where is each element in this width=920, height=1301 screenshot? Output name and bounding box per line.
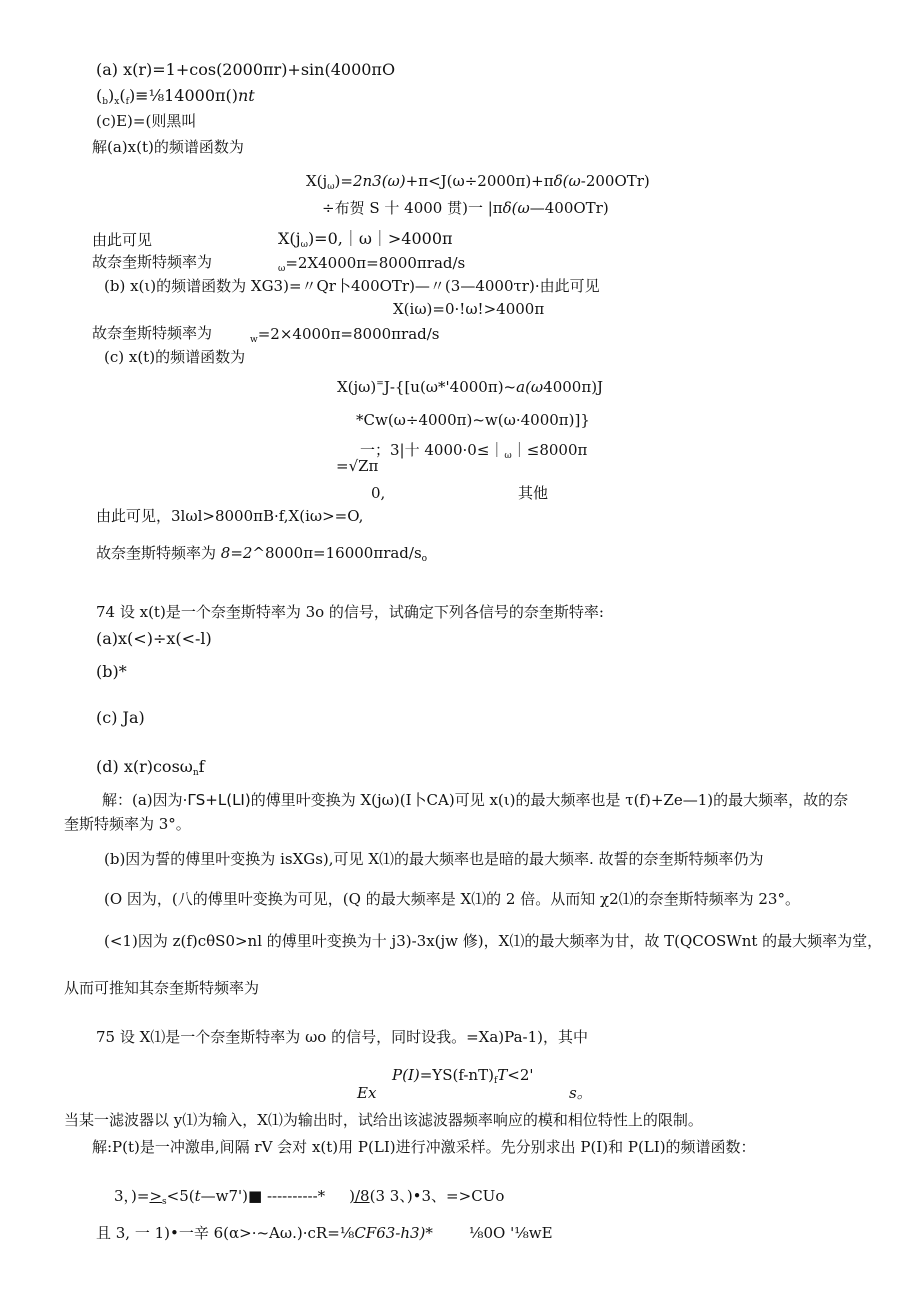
sola1-post: 的傅里叶变换为 X(jω)(I卜CA)可见 x(ι)的最大频率也是 τ(f)+Ze—1)的最大频率，故的奈 xyxy=(250,791,849,809)
c-equation-3 xyxy=(360,441,588,461)
b-f: f xyxy=(125,97,129,107)
q74-solution-b: (b)因为誓的傅里叶变换为 isXGs),可见 X⑴的最大频率也是暗的最大频率. 故誓的奈奎斯特频率仍为 xyxy=(104,850,764,868)
nyq1-sub: ω xyxy=(278,264,286,274)
eq2-pre: ÷布贺 S 十 4000 贯)一 |π xyxy=(322,199,503,217)
nyq3-pre: 故奈奎斯特频率为 xyxy=(96,544,221,562)
eq1-rest: +π<J(ω÷2000π)+π xyxy=(405,172,554,190)
q74-item-c: (c) Ja) xyxy=(96,708,145,727)
f1-mid: <5( xyxy=(166,1187,195,1205)
q74-item-a: (a)x(<)÷x(<-l) xyxy=(96,629,212,648)
problem-a-line: (a) x(r)=1+cos(2000πr)+sin(4000πO xyxy=(96,60,396,79)
q75eq-sub: f xyxy=(493,1076,498,1086)
nyquist-label-1: 故奈奎斯特频率为 xyxy=(92,253,213,271)
c-equation-other: 其他 xyxy=(518,484,549,502)
nyq3-val: 8000π=16000πrad/s xyxy=(265,544,422,562)
b-paren: ( xyxy=(96,86,103,105)
solution-intro: 解(a)x(t)的频谱函数为 xyxy=(92,138,244,156)
seen-label-3: 由此可见，3lωl>8000πB·f,X(iω>=O, xyxy=(96,507,364,525)
eq2-end: —400OTr) xyxy=(529,199,609,217)
seen1-post: )=0,｜ω｜>4000π xyxy=(307,229,453,248)
eq1-end: -200OTr) xyxy=(580,172,650,190)
f1-tail: (3 3、)•3、=>CUo xyxy=(369,1187,505,1205)
nyq2-val: =2×4000π=8000πrad/s xyxy=(257,325,440,343)
b-x: x xyxy=(114,97,120,107)
solution-b: (b) x(ι)的频谱函数为 XG3)=〃Qr卜400OTr)—〃(3—4000τr)·由此可见 xyxy=(104,277,600,295)
b-close: ) xyxy=(108,86,115,105)
q75-title: 75 设 X⑴是一个奈奎斯特率为 ωo 的信号，同时设我。=Xa)Pa-1)，其中 xyxy=(96,1028,588,1046)
eq1-it2: δ(ω xyxy=(553,172,581,190)
eq1-pre: X(j xyxy=(306,172,328,190)
nyq3-sub: o xyxy=(421,554,428,564)
sola1-sans: ΓS+L(LI) xyxy=(187,791,251,809)
nyquist-line-3 xyxy=(96,544,428,564)
ceq1-it: a(ω xyxy=(516,378,544,396)
ceq3-pre: 一；3|十 4000·0≤｜ xyxy=(360,441,505,459)
q75-description: 当某一滤波器以 y⑴为输入，X⑴为输出时，试给出该滤波器频率响应的模和相位特性上的限制。 xyxy=(64,1111,703,1129)
ceq1-sup: = xyxy=(376,379,384,389)
q75-equation xyxy=(392,1066,534,1086)
q74-solution-a-line2: 奎斯特频率为 3°。 xyxy=(64,815,191,833)
q75eq-end: <2' xyxy=(507,1066,534,1084)
nyq2-sub: w xyxy=(250,335,258,345)
solution-b-equation: X(iω)=0·!ω!>4000π xyxy=(393,300,545,318)
seen1-pre: X(j xyxy=(278,229,301,248)
b-rest: )≡⅛14000π() xyxy=(128,86,238,105)
f2-tail: ⅛0O '⅛wE xyxy=(468,1224,553,1242)
eq1-sub: ω xyxy=(327,182,335,192)
q74-solution-a-line1 xyxy=(102,793,848,808)
solution-c: (c) x(t)的频谱函数为 xyxy=(104,348,246,366)
q74d-pre: (d) x(r)cosω xyxy=(96,757,193,776)
nyquist-value-1 xyxy=(278,254,466,274)
eq2-it: δ(ω xyxy=(502,199,530,217)
nyquist-label-2: 故奈奎斯特频率为 xyxy=(92,324,213,342)
ceq3-sub: ω xyxy=(504,451,512,461)
b-nt: nt xyxy=(238,86,255,105)
problem-c-line: (c)E)=(则黑叫 xyxy=(96,112,197,130)
f1-u2: )/8 xyxy=(349,1187,370,1205)
q75-solution: 解:P(t)是一冲激串,间隔 rV 会对 x(t)用 P(LI)进行冲激采样。先分别求出 P(I)和 P(LI)的频谱函数： xyxy=(92,1138,756,1156)
f2-pre: 且 3, 一 1)•一辛 6(α>·~Aω.)·cR=⅛ xyxy=(96,1224,355,1242)
c-equation-1 xyxy=(337,380,603,395)
ceq1-mid: J-{[u(ω*'4000π)~ xyxy=(383,378,517,396)
eq1-post: )= xyxy=(334,172,353,190)
q74-solution-c: (O 因为，(八的傅里叶变换为可见，(Q 的最大频率是 X⑴的 2 倍。从而知 χ2⑴的奈奎斯特频率为 23°。 xyxy=(104,890,800,908)
nyq1-val: =2X4000π=8000πrad/s xyxy=(285,254,466,272)
q75-formula-1 xyxy=(114,1187,505,1207)
q75eq-it2: T xyxy=(497,1066,508,1084)
q74d-sub: n xyxy=(192,768,199,778)
seen1-sub: ω xyxy=(300,240,308,250)
ceq3-end: ｜≤8000π xyxy=(511,441,588,459)
nyquist-value-2 xyxy=(250,325,440,345)
q74d-post: f xyxy=(198,757,205,776)
seen-equation-1 xyxy=(278,229,453,250)
q75-equation-ex: Ex xyxy=(357,1084,377,1102)
q74-item-b: (b)* xyxy=(96,662,127,681)
b-paren2: ( xyxy=(119,86,126,105)
q74-item-d xyxy=(96,757,205,778)
seen-label-1: 由此可见 xyxy=(92,231,153,249)
q75eq-rest: =YS(f-nT) xyxy=(419,1066,494,1084)
f1-it: t xyxy=(194,1187,201,1205)
f2-it: CF63-h3)* xyxy=(354,1224,433,1242)
equation-1 xyxy=(306,172,650,192)
ceq1-pre: X(jω) xyxy=(337,378,377,396)
eq1-it: 2n3(ω) xyxy=(352,172,406,190)
sola1-pre: 解：(a)因为· xyxy=(102,791,188,809)
q74-solution-d: (<1)因为 z(f)cθS0>nl 的傅里叶变换为十 j3)-3x(jw 修)，X⑴的最大频率为甘，故 T(QCOSWnt 的最大频率为堂， xyxy=(104,932,883,950)
q75-formula-2 xyxy=(96,1226,553,1241)
problem-b-line xyxy=(96,86,255,107)
q74-title: 74 设 x(t)是一个奈奎斯特率为 3o 的信号，试确定下列各信号的奈奎斯特率: xyxy=(96,603,604,621)
f1-rest: —w7')■ ----------* xyxy=(200,1187,326,1205)
nyq3-it: 8=2^ xyxy=(220,544,266,562)
f1-u: > xyxy=(149,1187,163,1205)
equation-2 xyxy=(322,201,609,216)
c-equation-zero: 0, xyxy=(371,484,386,502)
q75eq-it: P(I) xyxy=(392,1066,420,1084)
q75-equation-s: s。 xyxy=(569,1084,592,1102)
b-sub: b xyxy=(102,97,109,107)
f1-pre: 3，)= xyxy=(114,1187,150,1205)
c-equation-4: =√Zπ xyxy=(336,457,379,475)
q74-solution-d2: 从而可推知其奈奎斯特频率为 xyxy=(64,979,260,997)
f1-sub: s xyxy=(162,1197,167,1207)
ceq1-end: 4000π)J xyxy=(543,378,604,396)
c-equation-2: *Cw(ω÷4000π)~w(ω·4000π)]} xyxy=(356,411,590,429)
